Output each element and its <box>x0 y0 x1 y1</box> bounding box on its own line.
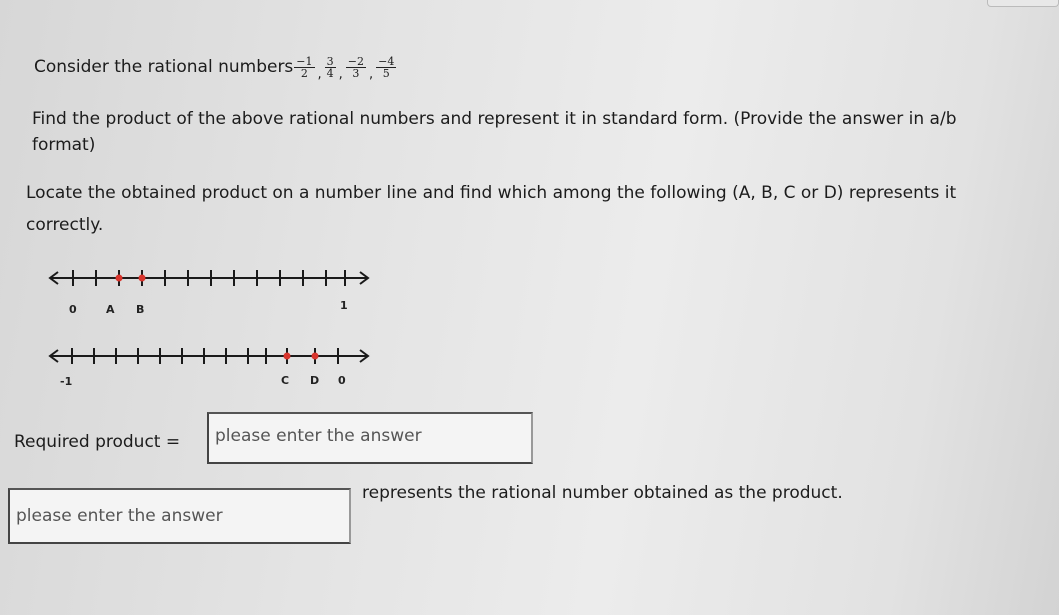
label-d: D <box>310 374 320 387</box>
fraction-3: $\frac{-2}{3}$ <box>347 54 365 80</box>
separator: , <box>317 67 322 82</box>
point-a-marker <box>116 275 123 282</box>
label-c: C <box>281 374 290 387</box>
fraction-4: $\frac{-4}{5}$ <box>378 54 395 80</box>
fraction-2: $\frac{3}{4}$ <box>326 54 334 80</box>
point-d-marker <box>312 353 319 360</box>
separator: , <box>338 67 343 82</box>
fraction-1: $\frac{-1}{2}$ <box>296 54 313 80</box>
task-locate <box>26 180 1051 238</box>
point-b-marker <box>139 275 146 282</box>
label-one: 1 <box>340 299 348 312</box>
number-line-1 <box>40 262 390 322</box>
label-zero: 0 <box>338 374 346 387</box>
task-locate-line-1: Locate the obtained product on a number line and find which among the following (A, B, C or D) represents it <box>26 183 957 203</box>
task-locate-line-2: correctly. <box>26 215 104 235</box>
point-answer-input[interactable] <box>8 488 351 544</box>
task-product-line-2: format) <box>32 135 96 155</box>
product-answer-placeholder: please enter the answer <box>215 426 422 446</box>
answer-suffix-text: represents the rational number obtained as the product. <box>362 483 843 503</box>
separator: , <box>369 67 374 82</box>
point-answer-placeholder: please enter the answer <box>16 506 223 526</box>
window-edge <box>987 0 1059 7</box>
label-minus-one: -1 <box>60 375 73 388</box>
label-zero: 0 <box>69 303 77 316</box>
required-product-label: Required product = <box>14 432 181 452</box>
intro-text: Consider the rational numbers <box>34 57 294 77</box>
label-a: A <box>106 303 115 316</box>
intro-line <box>34 54 397 88</box>
number-line-2 <box>40 340 390 395</box>
label-b: B <box>136 303 145 316</box>
product-answer-input[interactable] <box>207 412 533 464</box>
point-c-marker <box>284 353 291 360</box>
task-product <box>32 106 1042 158</box>
task-product-line-1: Find the product of the above rational numbers and represent it in standard form. (Provide the answer in a/b <box>32 109 957 129</box>
